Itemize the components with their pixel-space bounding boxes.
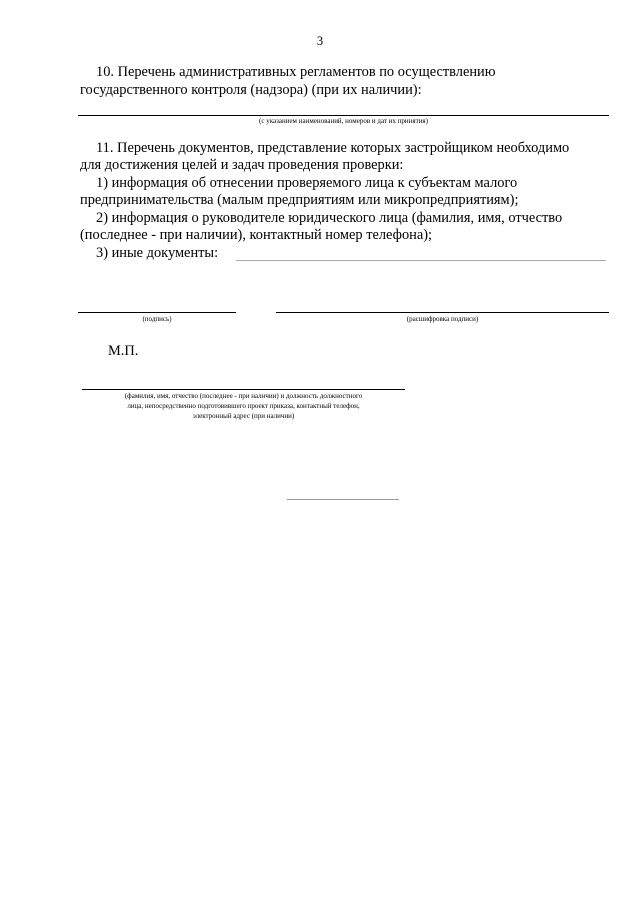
section11-line1: 11. Перечень документов, представление которых застройщиком необходимо [96,140,570,156]
signature-decryption-caption: (расшифровка подписи) [406,315,479,323]
section11-line2: для достижения целей и задач проведения проверки: [80,157,404,173]
other-documents-fill-line [236,260,606,261]
signature-decryption-line [276,312,609,313]
end-separator-line [287,499,399,500]
section10-line1: 10. Перечень административных регламентов по осуществлению [96,64,496,80]
item1-line2: предпринимательства (малым предприятиям или микропредприятиям); [80,192,519,208]
regulations-fill-line [78,115,609,116]
official-line [82,389,405,390]
stamp-place: М.П. [108,343,139,359]
item2-line1: 2) информация о руководителе юридического лица (фамилия, имя, отчество [96,210,563,226]
item1-line1: 1) информация об отнесении проверяемого лица к субъектам малого [96,175,518,191]
regulations-caption: (с указанием наименований, номеров и дат их принятия) [259,117,428,125]
section10-line2: государственного контроля (надзора) (при их наличии): [80,82,422,98]
signature-line [78,312,236,313]
item3-label: 3) иные документы: [96,245,219,261]
official-caption-line2: лица, непосредственно подготовившего проект приказа, контактный телефон, [127,402,360,410]
item2-line2: (последнее - при наличии), контактный номер телефона); [80,227,433,243]
signature-caption: (подпись) [142,315,172,323]
official-caption-line1: (фамилия, имя, отчество (последнее - при наличии) и должность должностного [124,392,363,400]
official-caption-line3: электронный адрес (при наличии) [192,412,295,420]
page-number: 3 [316,34,324,48]
